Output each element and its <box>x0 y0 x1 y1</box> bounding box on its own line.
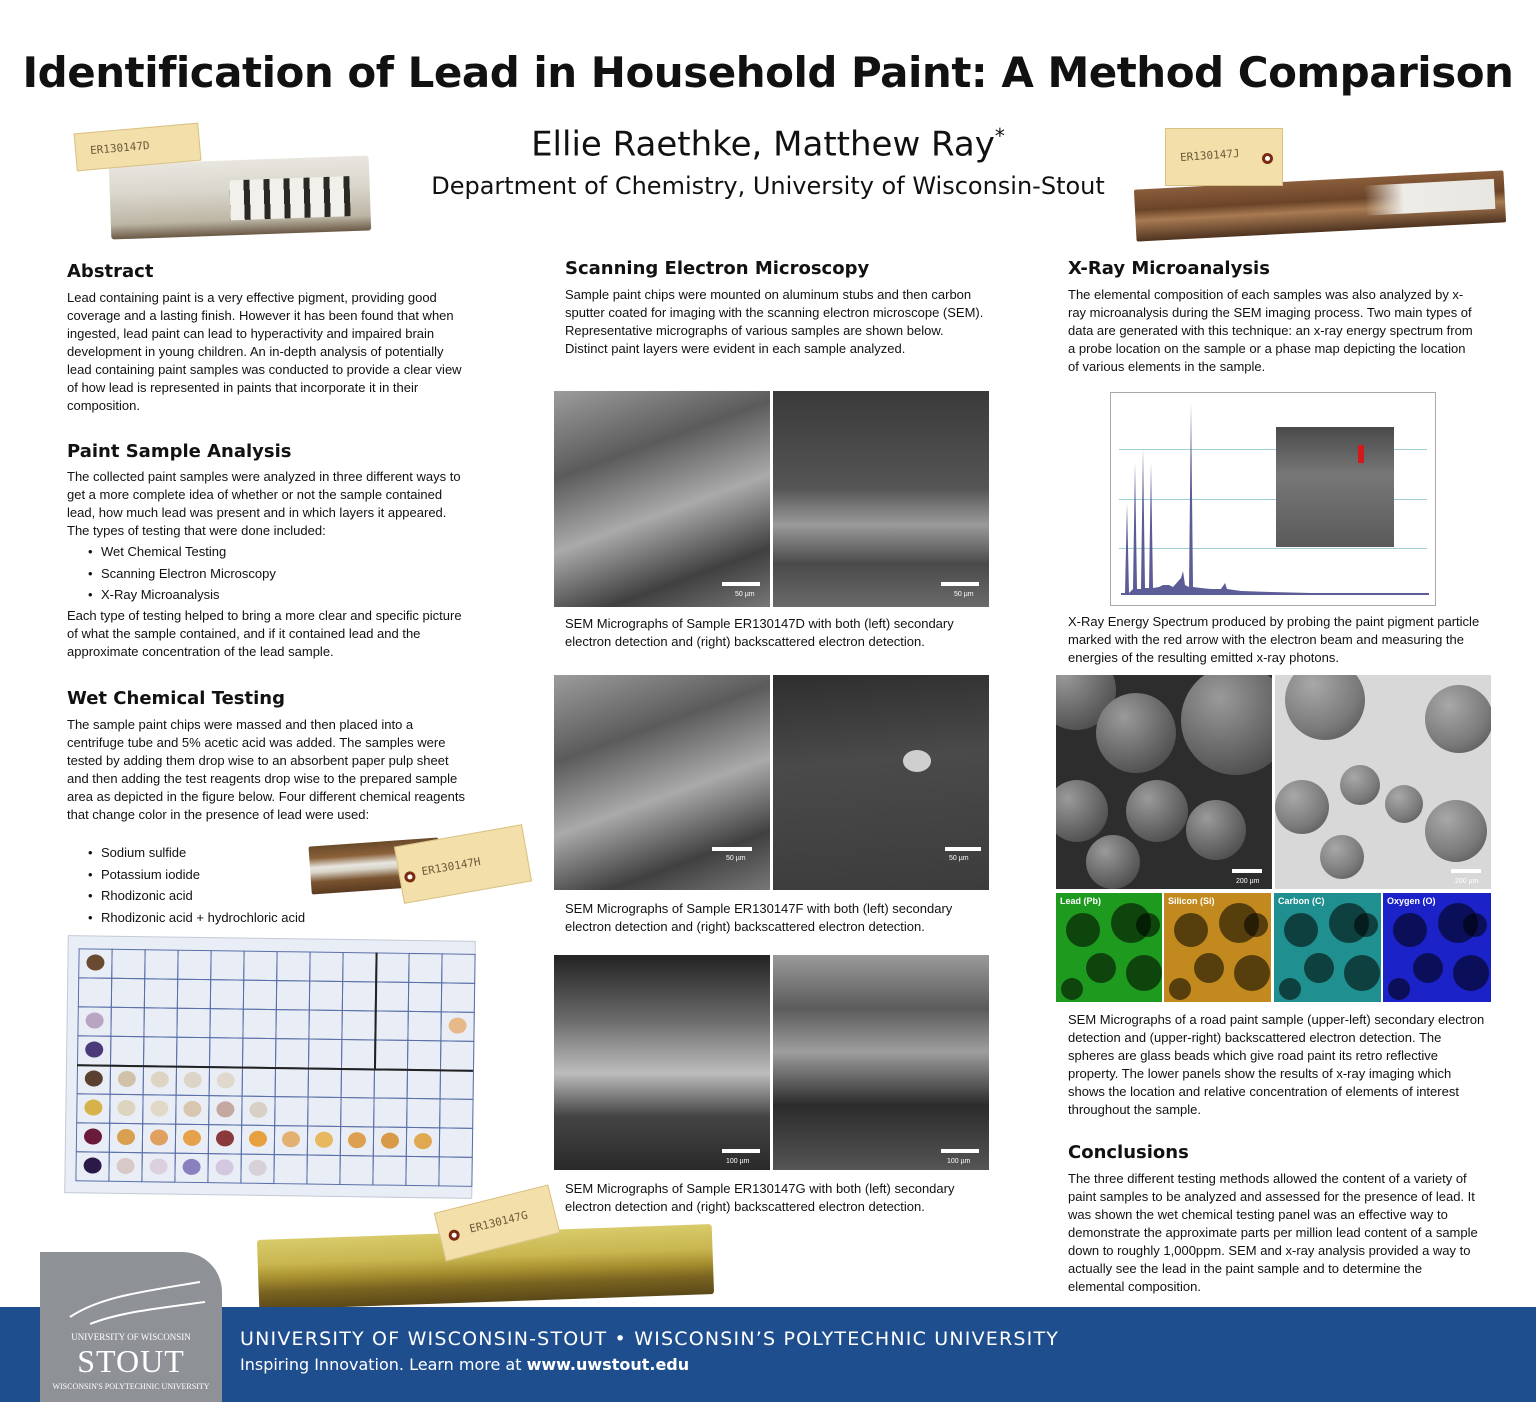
test-cell <box>375 952 409 982</box>
sem-caption-d: SEM Micrographs of Sample ER130147D with both (left) secondary electron detection and (right) backscattered electron detection. <box>565 616 954 649</box>
reagent-spot <box>448 1017 466 1033</box>
test-cell <box>274 1096 308 1126</box>
test-cell <box>406 1098 440 1128</box>
test-cell <box>143 1007 177 1037</box>
xray-heading: X-Ray Microanalysis <box>1068 258 1270 279</box>
test-cell <box>308 1068 342 1098</box>
logo-bottom-text: WISCONSIN'S POLYTECHNIC UNIVERSITY <box>52 1382 210 1391</box>
test-cell <box>309 981 343 1011</box>
sem-micrograph-g-secondary <box>554 955 770 1170</box>
test-cell <box>439 1098 473 1128</box>
element-map-oxygen <box>1383 893 1491 1002</box>
reagent-spot <box>248 1160 266 1176</box>
wet-chemical-text: The sample paint chips were massed and then placed into a centrifuge tube and 5% acetic acid was added. The samples were tested by adding them drop wise to an absorbent paper pulp sheet and then adding the test reagents drop wise to the prepared sample area as depicted in the figure below. Four different chemical reagents that change color in the presence of lead were used: <box>67 717 465 822</box>
test-cell <box>342 952 376 982</box>
test-cell <box>176 1008 210 1038</box>
corresponding-author-mark: * <box>994 124 1005 148</box>
test-cell <box>339 1155 373 1185</box>
footer-tagline <box>240 1355 689 1374</box>
paint-analysis-intro: The collected paint samples were analyzed in three different ways to get a more complete idea of whether or not the sample contained lead, how much lead was present and in which layers it appeared. The types of testing that were done included: <box>67 469 461 538</box>
test-cell <box>407 1011 441 1041</box>
scale-label: 200 µm <box>1455 878 1479 885</box>
scale-bar <box>941 582 979 586</box>
road-paint-caption: SEM Micrographs of a road paint sample (upper-left) secondary electron detection and (upper-right) backscattered electron detection. The spheres are glass beads which give road paint its retro reflective property. The lower panels show the results of x-ray imaging which shows the location and relative concentration of elements of interest throughout the sample. <box>1068 1012 1485 1117</box>
bead-shadow <box>1219 903 1259 943</box>
conclusions-heading: Conclusions <box>1068 1142 1189 1163</box>
scale-label: 50 µm <box>949 855 969 862</box>
reagent-spot <box>315 1132 333 1148</box>
reagent-spot <box>249 1131 267 1147</box>
reagent-spot <box>86 1012 104 1028</box>
author-names: Ellie Raethke, Matthew Ray <box>531 124 995 165</box>
abstract-heading: Abstract <box>67 261 154 282</box>
scale-label: 50 µm <box>735 591 755 598</box>
test-cell <box>273 1154 307 1184</box>
reagent-list <box>88 842 305 928</box>
bead-shadow <box>1438 903 1478 943</box>
sample-tag-j-label: ER130147J <box>1179 146 1240 165</box>
sem-micrograph-d-backscattered <box>773 391 989 607</box>
department: Department of Chemistry, University of Wisconsin-Stout <box>431 172 1105 200</box>
bead-shadow <box>1413 953 1443 983</box>
paint-analysis-heading: Paint Sample Analysis <box>67 441 292 462</box>
sem-text: Sample paint chips were mounted on aluminum stubs and then carbon sputter coated for imaging with the scanning electron microscope (SEM). Representative micrographs of various samples are shown below. Distinct paint layers were evident in each sample analyzed. <box>565 287 984 356</box>
test-cell <box>374 1068 408 1098</box>
test-cell <box>78 977 112 1007</box>
bead-shadow <box>1329 903 1369 943</box>
xray-text: The elemental composition of each samples was also analyzed by x-ray microanalysis during the SEM imaging process. Two main types of data are generated with this technique: an x-ray energy spectrum from a probe location on the sample or a phase map depicting the location of various elements in the sample. <box>1068 287 1473 374</box>
scale-bar <box>722 1149 760 1153</box>
list-item: • Potassium iodide <box>88 864 305 886</box>
scale-bar <box>945 847 981 851</box>
test-cell <box>441 982 475 1012</box>
test-cell <box>111 949 145 979</box>
bead-shadow <box>1066 913 1100 947</box>
test-cell <box>405 1156 439 1186</box>
test-cell <box>111 978 145 1008</box>
reagent-spot <box>150 1100 168 1116</box>
sample-tag-d-label: ER130147D <box>89 138 151 158</box>
test-cell <box>243 951 277 981</box>
reagent-spot <box>183 1101 201 1117</box>
test-cell <box>340 1097 374 1127</box>
test-cell <box>143 1036 177 1066</box>
test-cell <box>374 1039 408 1069</box>
university-logo <box>40 1252 222 1402</box>
list-item: • Rhodizonic acid <box>88 885 305 907</box>
test-cell <box>306 1155 340 1185</box>
bead-shadow <box>1453 955 1489 991</box>
sem-caption-f: SEM Micrographs of Sample ER130147F with both (left) secondary electron detection and (right) backscattered electron detection. <box>565 901 953 934</box>
test-cell <box>209 1037 243 1067</box>
reagent-spot <box>183 1130 201 1146</box>
test-cell <box>373 1097 407 1127</box>
scale-bar <box>1451 869 1481 873</box>
element-map-label: Oxygen (O) <box>1387 896 1436 906</box>
test-cell <box>210 979 244 1009</box>
test-cell <box>110 1036 144 1066</box>
scale-bar <box>941 1149 979 1153</box>
test-cell <box>440 1040 474 1070</box>
reagent-spot <box>117 1100 135 1116</box>
test-cell <box>110 1007 144 1037</box>
bead-shadow <box>1169 978 1191 1000</box>
bead-shadow <box>1061 978 1083 1000</box>
test-cell <box>243 980 277 1010</box>
element-map-lead <box>1056 893 1162 1002</box>
sample-tag-h <box>394 824 532 904</box>
test-cell <box>308 1039 342 1069</box>
reagent-spot <box>85 1070 103 1086</box>
paint-analysis-outro: Each type of testing helped to bring a more clear and specific picture of what the sample contained, and if it contained lead and the approximate concentration of the lead sample. <box>67 608 462 659</box>
footer-university: UNIVERSITY OF WISCONSIN-STOUT • WISCONSIN’S POLYTECHNIC UNIVERSITY <box>240 1328 1060 1350</box>
road-paint-backscattered <box>1275 675 1491 889</box>
test-cell <box>408 982 442 1012</box>
reagent-spot <box>151 1071 169 1087</box>
wet-chemical-grid <box>69 936 475 942</box>
test-cell <box>341 1068 375 1098</box>
scale-label: 100 µm <box>726 1158 750 1165</box>
scale-label: 200 µm <box>1236 878 1260 885</box>
reagent-spot <box>150 1129 168 1145</box>
test-cell <box>276 951 310 981</box>
test-cell <box>242 1067 276 1097</box>
footer-link[interactable]: www.uwstout.edu <box>526 1355 690 1374</box>
reagent-spot <box>149 1158 167 1174</box>
element-map-silicon <box>1164 893 1271 1002</box>
scale-label: 50 µm <box>954 591 974 598</box>
reagent-spot <box>282 1131 300 1147</box>
element-map-label: Lead (Pb) <box>1060 896 1102 906</box>
xray-energy-spectrum <box>1110 392 1436 606</box>
sample-tag-g-label: ER130147G <box>468 1208 530 1236</box>
test-cell <box>408 953 442 983</box>
test-cell <box>275 1038 309 1068</box>
test-cell <box>341 1039 375 1069</box>
test-cell <box>144 949 178 979</box>
footer-tagline-text: Inspiring Innovation. Learn more at <box>240 1355 527 1374</box>
authors <box>0 124 1536 164</box>
wet-chemical-heading: Wet Chemical Testing <box>67 688 285 709</box>
test-cell <box>242 1038 276 1068</box>
element-map-carbon <box>1274 893 1381 1002</box>
test-cell <box>276 980 310 1010</box>
bead-shadow <box>1344 955 1380 991</box>
bead-shadow <box>1284 913 1318 947</box>
test-cell <box>275 1009 309 1039</box>
bead-shadow <box>1174 913 1208 947</box>
test-cell <box>242 1009 276 1039</box>
element-map-label: Silicon (Si) <box>1168 896 1215 906</box>
test-cell <box>438 1156 472 1186</box>
test-cell <box>375 981 409 1011</box>
reagent-spot <box>117 1129 135 1145</box>
element-map-label: Carbon (C) <box>1278 896 1325 906</box>
bead-shadow <box>1126 955 1162 991</box>
list-item: • Wet Chemical Testing <box>88 541 276 563</box>
conclusions-text: The three different testing methods allowed the content of a variety of paint samples to be analyzed and assessed for the presence of lead. It was shown the wet chemical testing panel was an effective way to demonstrate the approximate parts per million lead content of a sample down to roughly 1,000ppm. SEM and x-ray analysis provided a way to actually see the lead in the paint sample and to determine the elemental composition. <box>1068 1171 1478 1294</box>
sem-heading: Scanning Electron Microscopy <box>565 258 870 279</box>
reagent-spot <box>85 1041 103 1057</box>
scale-bar <box>722 582 760 586</box>
tag-hole <box>1262 153 1273 164</box>
reagent-spot <box>217 1072 235 1088</box>
bead-shadow <box>1111 903 1151 943</box>
reagent-spot <box>381 1133 399 1149</box>
reagent-spot <box>86 954 104 970</box>
test-cell <box>407 1040 441 1070</box>
reagent-spot <box>84 1128 102 1144</box>
test-cell <box>372 1155 406 1185</box>
test-cell <box>341 1010 375 1040</box>
test-cell <box>407 1069 441 1099</box>
reagent-spot <box>216 1101 234 1117</box>
sem-micrograph-g-backscattered <box>773 955 989 1170</box>
spectrum-caption: X-Ray Energy Spectrum produced by probing the paint pigment particle marked with the red arrow with the electron beam and measuring the energies of the resulting emitted x-ray photons. <box>1068 614 1480 665</box>
reagent-spot <box>414 1133 432 1149</box>
test-cell <box>177 950 211 980</box>
poster-title: Identification of Lead in Household Paint: A Method Comparison <box>22 48 1514 97</box>
bead-shadow <box>1086 953 1116 983</box>
bead-shadow <box>1393 913 1427 947</box>
test-cell <box>374 1010 408 1040</box>
list-item: • Rhodizonic acid + hydrochloric acid <box>88 907 305 929</box>
scale-label: 100 µm <box>947 1158 971 1165</box>
sem-micrograph-d-secondary <box>554 391 770 607</box>
sample-tag-j <box>1165 128 1283 186</box>
footer-bar <box>0 1307 1536 1402</box>
testing-methods-list <box>88 541 276 606</box>
reagent-spot <box>249 1102 267 1118</box>
abstract-text: Lead containing paint is a very effective pigment, providing good coverage and a lasting finish. However it has been found that when ingested, lead paint can lead to hyperactivity and impaired brain development in young children. An in-depth analysis of potentially lead containing paint samples was conducted to provide a clear view of how lead is represented in paints that incorporate it in their composition. <box>67 290 462 413</box>
paint-sample-photo-d <box>109 155 371 239</box>
sem-micrograph-f-secondary <box>554 675 770 890</box>
test-cell <box>144 978 178 1008</box>
test-cell <box>177 979 211 1009</box>
test-cell <box>342 981 376 1011</box>
sem-micrograph-f-backscattered <box>773 675 989 890</box>
test-cell <box>176 1037 210 1067</box>
reagent-spot <box>182 1159 200 1175</box>
test-cell <box>275 1067 309 1097</box>
logo-main-text: STOUT <box>77 1343 185 1379</box>
probe-location-micrograph <box>1276 427 1394 547</box>
bead-shadow <box>1279 978 1301 1000</box>
bead-shadow <box>1388 978 1410 1000</box>
list-item: • X-Ray Microanalysis <box>88 584 276 606</box>
road-paint-secondary <box>1056 675 1272 889</box>
test-cell <box>439 1127 473 1157</box>
logo-top-text: UNIVERSITY OF WISCONSIN <box>71 1332 191 1342</box>
bead-shadow <box>1194 953 1224 983</box>
reagent-spot <box>116 1158 134 1174</box>
list-item: • Scanning Electron Microscopy <box>88 563 276 585</box>
reagent-spot <box>84 1099 102 1115</box>
bead-shadow <box>1234 955 1270 991</box>
bead-shadow <box>1304 953 1334 983</box>
test-cell <box>441 953 475 983</box>
tag-hole <box>448 1229 461 1242</box>
test-cell <box>309 952 343 982</box>
tag-hole <box>404 871 417 884</box>
test-cell <box>307 1097 341 1127</box>
reagent-spot <box>118 1071 136 1087</box>
reagent-spot <box>348 1132 366 1148</box>
list-item: • Sodium sulfide <box>88 842 305 864</box>
sample-tag-h-label: ER130147H <box>420 855 482 879</box>
scale-bar <box>712 847 752 851</box>
wet-chemical-test-panel <box>64 935 476 1199</box>
test-cell <box>209 1008 243 1038</box>
scale-label: 50 µm <box>726 855 746 862</box>
test-cell <box>308 1010 342 1040</box>
scale-bar <box>1232 869 1262 873</box>
logo-swoosh-icon <box>40 1272 222 1332</box>
test-cell <box>440 1069 474 1099</box>
sem-caption-g: SEM Micrographs of Sample ER130147G with both (left) secondary electron detection and (right) backscattered electron detection. <box>565 1181 955 1214</box>
test-cell <box>210 950 244 980</box>
